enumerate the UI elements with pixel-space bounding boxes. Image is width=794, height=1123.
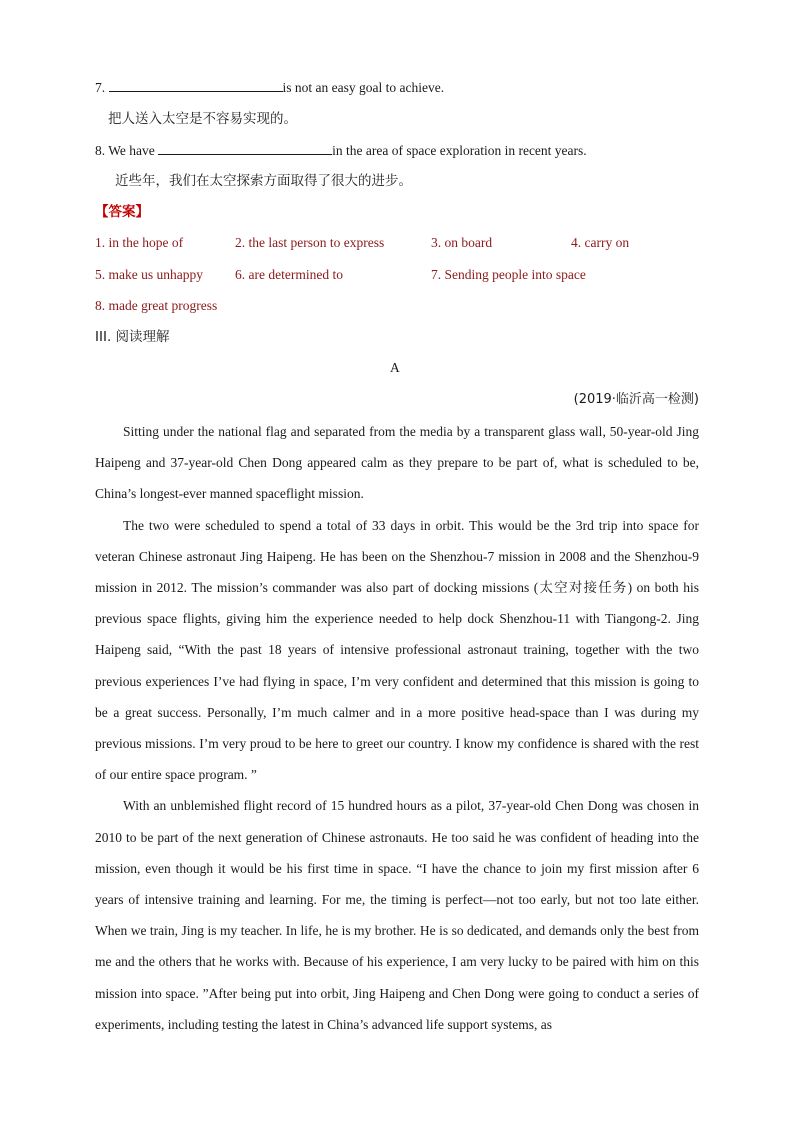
answer-item-1: 1. in the hope of [95, 235, 184, 250]
passage-source: (2019·临沂高一检测) [573, 392, 699, 407]
question-8 [95, 140, 587, 161]
passage-paragraph-2: The two were scheduled to spend a total of 33 days in orbit. This would be the 3rd trip into space for veteran Chinese astronaut Jing Haipeng. He has been on the Shenzhou-7 mission in 2008 and the Shenzhou-9 mission in 2012. The mission’s commander was also part of docking missions (太空对接任务) on both his previous space flights, giving him the experience needed to help dock Shenzhou-11 with Tiangong-2. Jing Haipeng said, “With the past 18 years of intensive professional astronaut training, together with the two previous experiences I’ve had flying in space, I’m very confident and determined that this mission is going to be a great success. Personally, I’m much calmer and in a more positive head-space than I was during my previous missions. I’m very proud to be here to greet our country. I know my confidence is shared with the rest of our entire space program. ” [95, 517, 699, 783]
answer-item-8: 8. made great progress [95, 298, 218, 313]
answer-item-7: 7. Sending people into space [431, 267, 586, 282]
question-7-blank[interactable] [109, 77, 283, 92]
answer-item-2: 2. the last person to express [235, 235, 385, 250]
passage-label: A [390, 360, 400, 375]
question-8-text: in the area of space exploration in recent years. [332, 143, 587, 158]
answer-item-3: 3. on board [431, 235, 493, 250]
question-7-chinese: 把人送入太空是不容易实现的。 [108, 111, 297, 127]
answer-item-4: 4. carry on [571, 235, 630, 250]
question-8-chinese: 近些年，我们在太空探索方面取得了很大的进步。 [115, 173, 412, 189]
question-8-blank[interactable] [158, 140, 332, 155]
question-8-prefix: 8. We have [95, 143, 155, 158]
answer-heading: 【答案】 [95, 204, 149, 220]
section-title: III. 阅读理解 [95, 329, 170, 345]
passage-body [95, 416, 699, 1040]
question-7-number: 7. [95, 80, 106, 95]
answer-item-6: 6. are determined to [235, 267, 343, 282]
question-7 [95, 77, 444, 98]
answer-item-5: 5. make us unhappy [95, 267, 203, 282]
passage-paragraph-3: With an unblemished flight record of 15 hundred hours as a pilot, 37-year-old Chen Dong was chosen in 2010 to be part of the next generation of Chinese astronauts. He too said he was confident of heading into the mission, even though it would be his first time in space. “I have the chance to join my first mission after 6 years of intensive training and learning. For me, the timing is perfect—not too early, but not too late either. When we train, Jing is my teacher. In life, he is my brother. He is so dedicated, and demands only the best from me and the others that he works with. Because of his experience, I am very lucky to be paired with him on this mission into space. ”After being put into orbit, Jing Haipeng and Chen Dong were going to conduct a series of experiments, including testing the latest in China’s advanced life support systems, as [95, 798, 699, 1032]
question-7-text: is not an easy goal to achieve. [282, 80, 445, 95]
passage-paragraph-1: Sitting under the national flag and separated from the media by a transparent glass wall, 50-year-old Jing Haipeng and 37-year-old Chen Dong appeared calm as they prepare to be part of, what is scheduled to be, China’s longest-ever manned spaceflight mission. [95, 424, 699, 502]
